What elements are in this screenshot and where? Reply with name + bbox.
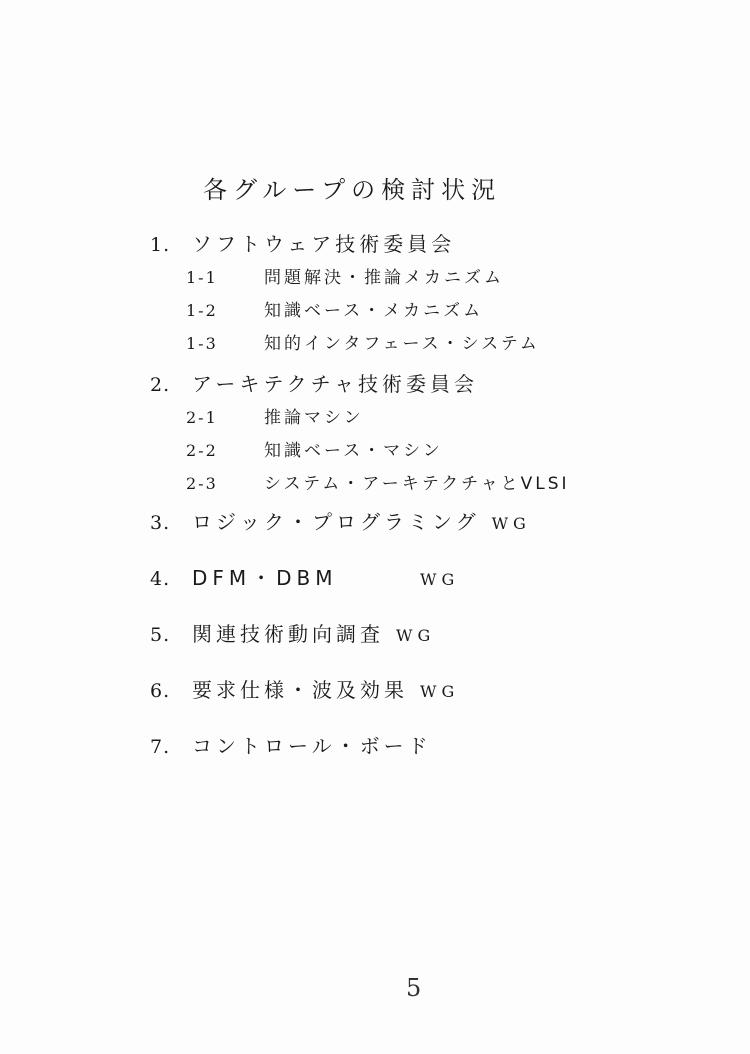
section-heading [150, 506, 730, 535]
item-number: 2-3 [186, 474, 218, 493]
section-2 [150, 368, 730, 494]
wg-label: WG [420, 570, 460, 589]
list-item [150, 403, 730, 428]
section-heading [150, 228, 730, 257]
section-title: ロジック・プログラミング [192, 510, 480, 534]
page-number: 5 [406, 974, 422, 1002]
section-number: 3. [150, 512, 171, 534]
wg-label: WG [491, 514, 531, 533]
section-1 [150, 228, 730, 354]
section-number: 4. [150, 568, 171, 590]
section-6 [150, 674, 730, 703]
item-text: 問題解決・推論メカニズム [264, 268, 504, 288]
section-number: 5. [150, 624, 171, 646]
item-number: 2-1 [186, 408, 218, 427]
section-title: DFM・DBM [192, 566, 338, 590]
section-number: 2. [150, 374, 171, 396]
section-number: 1. [150, 234, 171, 256]
section-heading [150, 562, 730, 591]
section-heading [150, 674, 730, 703]
item-number: 2-2 [186, 441, 218, 460]
section-3 [150, 506, 730, 535]
section-number: 7. [150, 736, 171, 758]
section-title: 要求仕様・波及効果 [192, 678, 408, 702]
item-text: 推論マシン [264, 408, 364, 428]
item-number: 1-1 [186, 268, 218, 287]
item-number: 1-3 [186, 334, 218, 353]
list-item [150, 263, 730, 288]
item-text: 知識ベース・メカニズム [264, 301, 484, 321]
page-title: 各グループの検討状況 [203, 176, 502, 204]
section-4 [150, 562, 730, 591]
item-text: システム・アーキテクチャとVLSI [264, 474, 570, 494]
list-item [150, 469, 730, 494]
section-heading [150, 618, 730, 647]
section-7 [150, 730, 730, 759]
section-title: 関連技術動向調査 [192, 622, 384, 646]
section-heading [150, 730, 730, 759]
list-item [150, 329, 730, 354]
item-text: 知識ベース・マシン [264, 441, 443, 461]
section-title: ソフトウェア技術委員会 [192, 232, 456, 256]
list-item [150, 436, 730, 461]
section-title: アーキテクチャ技術委員会 [192, 372, 478, 396]
list-item [150, 296, 730, 321]
item-text: 知的インタフェース・システム [264, 334, 540, 354]
section-title: コントロール・ボード [192, 734, 432, 758]
section-5 [150, 618, 730, 647]
wg-label: WG [420, 682, 460, 701]
section-number: 6. [150, 680, 171, 702]
section-heading [150, 368, 730, 397]
wg-label: WG [396, 626, 436, 645]
item-number: 1-2 [186, 301, 218, 320]
